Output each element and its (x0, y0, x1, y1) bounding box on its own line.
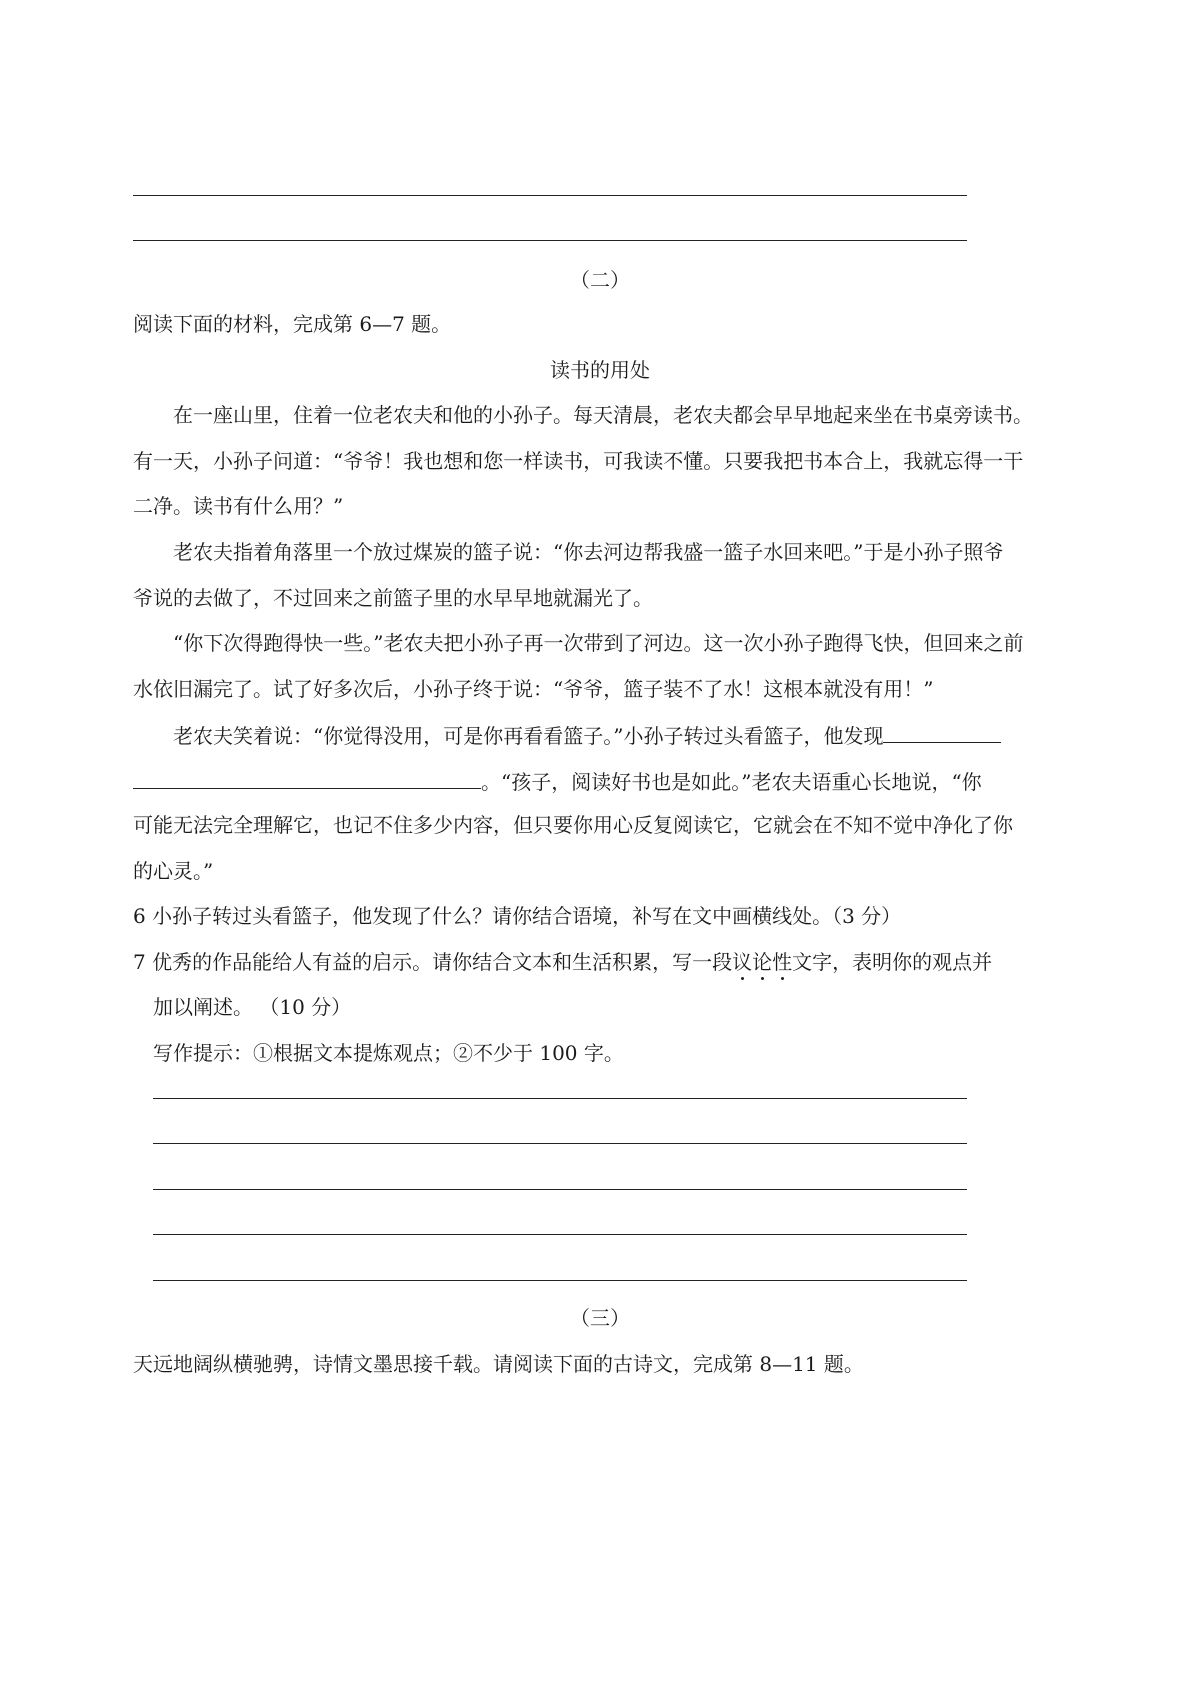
question-7-continued: 加以阐述。 （10 分） (153, 995, 352, 1019)
writing-tip: 写作提示：①根据文本提炼观点；②不少于 100 字。 (153, 1041, 624, 1065)
section-heading: （三） (570, 1306, 630, 1330)
question-7 (133, 948, 992, 976)
answer-line[interactable] (153, 1189, 967, 1190)
paragraph-line (133, 766, 982, 796)
paragraph-line: “你下次得跑得快一些。”老农夫把小孙子再一次带到了河边。这一次小孙子跑得飞快，但回来之前 (173, 631, 1024, 655)
answer-line (133, 195, 967, 196)
answer-line[interactable] (153, 1234, 967, 1235)
question-text: 7 优秀的作品能给人有益的启示。请你结合文本和生活积累，写一段 (133, 950, 733, 974)
paragraph-line: 在一座山里，住着一位老农夫和他的小孙子。每天清晨，老农夫都会早早地起来坐在书桌旁读书。 (173, 403, 1033, 427)
paragraph-line: 的心灵。” (133, 859, 214, 883)
emphasis-char: 议 (732, 950, 753, 974)
paragraph-line: 有一天，小孙子问道：“爷爷！我也想和您一样读书，可我读不懂。只要我把书本合上，我就忘得一干 (133, 449, 1024, 473)
section-heading: （二） (570, 268, 630, 292)
emphasis-char: 性 (772, 950, 793, 974)
answer-line[interactable] (153, 1280, 967, 1281)
emphasis-char: 论 (752, 950, 773, 974)
paragraph-line: 二净。读书有什么用？” (133, 494, 344, 518)
paragraph-text: 。“孩子，阅读好书也是如此。”老农夫语重心长地说，“你 (481, 770, 982, 794)
section-instruction: 阅读下面的材料，完成第 6—7 题。 (133, 312, 452, 336)
paragraph-text: 老农夫笑着说：“你觉得没用，可是你再看看篮子。”小孙子转过头看篮子，他发现 (173, 724, 884, 748)
paragraph-line: 爷说的去做了，不过回来之前篮子里的水早早地就漏光了。 (133, 586, 653, 610)
answer-line (133, 240, 967, 241)
paragraph-line (173, 720, 1001, 750)
section-instruction: 天远地阔纵横驰骋，诗情文墨思接千载。请阅读下面的古诗文，完成第 8—11 题。 (133, 1352, 864, 1376)
fill-in-blank[interactable] (883, 720, 1001, 743)
question-6: 6 小孙子转过头看篮子，他发现了什么？请你结合语境，补写在文中画横线处。（3 分） (133, 904, 902, 928)
paragraph-line: 老农夫指着角落里一个放过煤炭的篮子说：“你去河边帮我盛一篮子水回来吧。”于是小孙子照爷 (173, 540, 1004, 564)
answer-line[interactable] (153, 1098, 967, 1099)
paragraph-line: 可能无法完全理解它，也记不住多少内容，但只要你用心反复阅读它，它就会在不知不觉中净化了你 (133, 813, 1013, 837)
fill-in-blank[interactable] (133, 766, 481, 789)
answer-line[interactable] (153, 1143, 967, 1144)
passage-title: 读书的用处 (550, 358, 650, 382)
paragraph-line: 水依旧漏完了。试了好多次后，小孙子终于说：“爷爷，篮子装不了水！这根本就没有用！” (133, 677, 934, 701)
question-text: 文字，表明你的观点并 (792, 950, 993, 974)
